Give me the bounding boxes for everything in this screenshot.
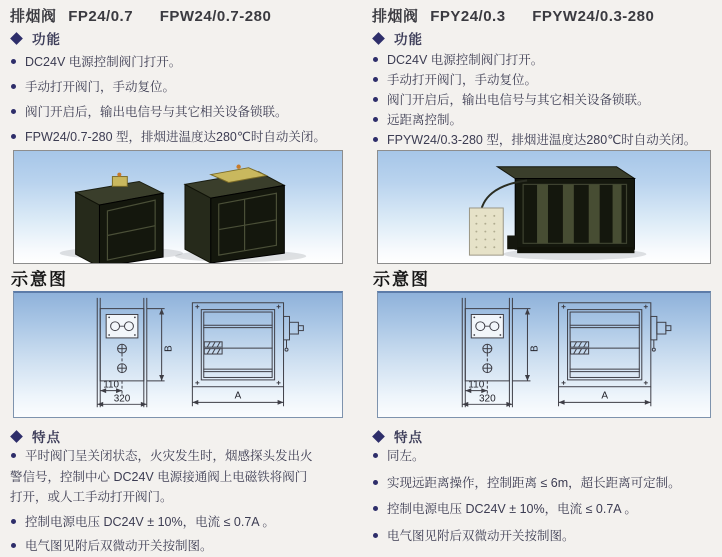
list-item-text: 手动打开阀门，手动复位。: [387, 73, 538, 87]
dimension-label-height: B: [529, 345, 541, 352]
bullet-icon: [373, 77, 378, 82]
bullet-icon: [11, 59, 16, 64]
list-item: [10, 536, 318, 557]
bullet-icon: [373, 506, 378, 511]
list-item: [10, 50, 354, 75]
valve-unit: [497, 167, 634, 253]
features-section-header: [10, 427, 61, 445]
valve-photo-illustration: [14, 151, 342, 263]
dimension-label-width: A: [601, 390, 609, 402]
list-item-text: 控制电源电压 DC24V ± 10%，电流 ≤ 0.7A 。: [387, 502, 637, 516]
list-item-text: DC24V 电源控制阀门打开。: [25, 55, 182, 69]
features-section-header: [372, 427, 423, 445]
list-item: [372, 90, 716, 110]
bullet-icon: [11, 134, 16, 139]
diamond-icon: [10, 32, 23, 45]
dimension-label-height: B: [163, 345, 175, 352]
list-item: [372, 526, 716, 547]
product-name: 排烟阀: [10, 8, 57, 25]
schematic-front-view: [559, 303, 671, 406]
features-list: [372, 446, 716, 546]
product-name: 排烟阀: [372, 8, 419, 25]
function-section-header: [372, 29, 423, 47]
list-item-text: 手动打开阀门，手动复位。: [25, 80, 176, 94]
list-item: [372, 110, 716, 130]
list-item-text: 平时阀门呈关闭状态，火灾发生时，烟感探头发出火警信号，控制中心 DC24V 电源接通阀上电磁铁将阀门打开，或人工手动打开阀门。: [10, 449, 313, 504]
section-label: 功能: [32, 32, 61, 47]
list-item-text: 实现远距离操作，控制距离 ≤ 6m，超长距离可定制。: [387, 475, 681, 490]
schematic-front-view: [192, 303, 303, 406]
bullet-icon: [373, 137, 378, 142]
product-photo-louver-valve: [377, 150, 711, 264]
product-title: [372, 5, 654, 26]
list-item-text: 控制电源电压 DC24V ± 10%，电流 ≤ 0.7A 。: [25, 514, 275, 529]
schematic-drawing: [14, 293, 342, 417]
product-column-right: [370, 0, 718, 552]
function-list: [10, 50, 354, 150]
bullet-icon: [11, 453, 16, 458]
model-number-1: FPY24/0.3: [430, 8, 506, 25]
valve-unit-1: [76, 173, 163, 263]
bullet-icon: [11, 543, 16, 548]
list-item: [10, 125, 354, 150]
control-box: [469, 208, 503, 255]
section-label: 功能: [394, 32, 423, 47]
list-item-text: 阀门开启后，输出电信号与其它相关设备锁联。: [25, 105, 288, 119]
list-item-text: 远距离控制。: [387, 113, 463, 127]
list-item-text: 阀门开启后，输出电信号与其它相关设备锁联。: [387, 93, 650, 107]
bullet-icon: [11, 84, 16, 89]
list-item-text: 电气图见附后双微动开关按制图。: [25, 539, 213, 553]
product-photo-two-valves: [13, 150, 343, 264]
bullet-icon: [373, 57, 378, 62]
list-item: [10, 100, 354, 125]
function-list: [372, 50, 716, 150]
dimension-label-depth: 320: [478, 393, 496, 405]
list-item: [10, 446, 318, 508]
bullet-icon: [11, 109, 16, 114]
product-column-left: [8, 0, 356, 552]
valve-unit-2: [185, 165, 284, 263]
schematic-drawing: [378, 293, 710, 417]
list-item: [372, 70, 716, 90]
schematic-diagram: [13, 291, 343, 418]
schematic-side-view: [97, 298, 174, 407]
schematic-label: 示意图: [373, 270, 430, 289]
bullet-icon: [373, 453, 378, 458]
model-number-1: FP24/0.7: [68, 8, 134, 25]
list-item-text: FPYW24/0.3-280 型，排烟进温度达280℃时自动关闭。: [387, 133, 697, 147]
list-item: [372, 130, 716, 150]
list-item: [372, 473, 716, 494]
list-item-text: DC24V 电源控制阀门打开。: [387, 53, 544, 67]
section-label: 特点: [394, 430, 423, 445]
bullet-icon: [373, 97, 378, 102]
bullet-icon: [373, 117, 378, 122]
bullet-icon: [373, 533, 378, 538]
diamond-icon: [10, 430, 23, 443]
list-item: [372, 499, 716, 520]
list-item: [10, 512, 318, 533]
schematic-label: 示意图: [11, 270, 68, 289]
dimension-label-offset: 110: [468, 379, 485, 391]
list-item-text: FPW24/0.7-280 型，排烟进温度达280℃时自动关闭。: [25, 130, 326, 144]
list-item: [372, 50, 716, 70]
schematic-side-view: [462, 298, 540, 407]
list-item: [10, 75, 354, 100]
dimension-label-depth: 320: [113, 393, 131, 405]
model-number-2: FPW24/0.7-280: [159, 8, 272, 25]
list-item: [372, 446, 716, 467]
list-item-text: 电气图见附后双微动开关按制图。: [387, 528, 575, 543]
valve-photo-illustration: [378, 151, 710, 263]
dimension-label-width: A: [234, 390, 242, 402]
list-item-text: 同左。: [387, 449, 425, 463]
diamond-icon: [372, 430, 385, 443]
bullet-icon: [11, 519, 16, 524]
bullet-icon: [373, 480, 378, 485]
product-title: [10, 5, 271, 26]
function-section-header: [10, 29, 61, 47]
schematic-diagram: [377, 291, 711, 418]
dimension-label-offset: 110: [103, 379, 120, 391]
diamond-icon: [372, 32, 385, 45]
model-number-2: FPYW24/0.3-280: [532, 8, 655, 25]
section-label: 特点: [32, 430, 61, 445]
features-list: [10, 446, 318, 557]
